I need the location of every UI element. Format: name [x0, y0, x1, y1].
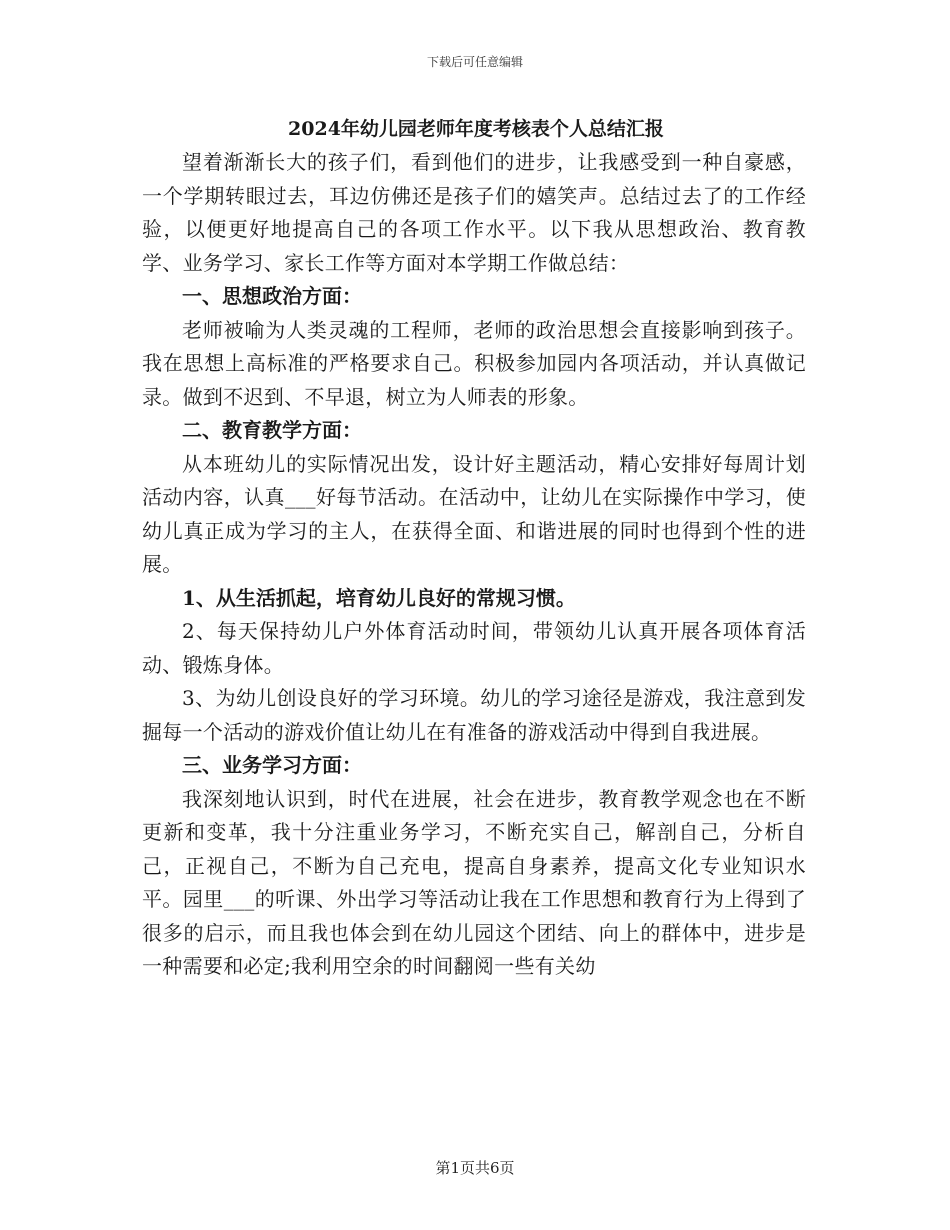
section2-paragraph: 从本班幼儿的实际情况出发，设计好主题活动，精心安排好每周计划活动内容，认真___好每节活动。在活动中，让幼儿在实际操作中学习，使幼儿真正成为学习的主人，在获得全面、和谐进展的同时也得到个性的进展。 [142, 451, 806, 576]
section1-paragraph: 老师被喻为人类灵魂的工程师，老师的政治思想会直接影响到孩子。我在思想上高标准的严格要求自己。积极参加园内各项活动，并认真做记录。做到不迟到、不早退，树立为人师表的形象。 [142, 317, 806, 409]
section2-item1: 1、从生活抓起，培育幼儿良好的常规习惯。 [182, 585, 576, 610]
header-note: 下载后可任意编辑 [426, 55, 523, 69]
section2-item3: 3、为幼儿创设良好的学习环境。幼儿的学习途径是游戏，我注意到发掘每一个活动的游戏价值让幼儿在有准备的游戏活动中得到自我进展。 [142, 686, 806, 744]
section1-heading: 一、思想政治方面： [182, 284, 362, 308]
section2-item2: 2、每天保持幼儿户外体育活动时间，带领幼儿认真开展各项体育活动、锻炼身体。 [142, 619, 806, 677]
section2-heading: 二、教育教学方面： [182, 418, 362, 442]
section3-heading: 三、业务学习方面： [182, 753, 362, 777]
document-body [142, 114, 806, 984]
section3-paragraph: 我深刻地认识到，时代在进展，社会在进步，教育教学观念也在不断更新和变革，我十分注重业务学习，不断充实自己，解剖自己，分析自己，正视自己，不断为自己充电，提高自身素养，提高文化专业知识水平。园里___的听课、外出学习等活动让我在工作思想和教育行为上得到了很多的启示，而且我也体会到在幼儿园这个团结、向上的群体中，进步是一种需要和必定;我利用空余的时间翻阅一些有关幼 [142, 786, 806, 978]
page-number: 第1页共6页 [435, 1159, 515, 1177]
intro-paragraph: 望着渐渐长大的孩子们，看到他们的进步，让我感受到一种自豪感，一个学期转眼过去，耳边仿佛还是孩子们的嬉笑声。总结过去了的工作经验，以便更好地提高自己的各项工作水平。以下我从思想政治、教育教学、业务学习、家长工作等方面对本学期工作做总结： [142, 150, 806, 275]
document-title: 2024年幼儿园老师年度考核表个人总结汇报 [288, 118, 664, 140]
